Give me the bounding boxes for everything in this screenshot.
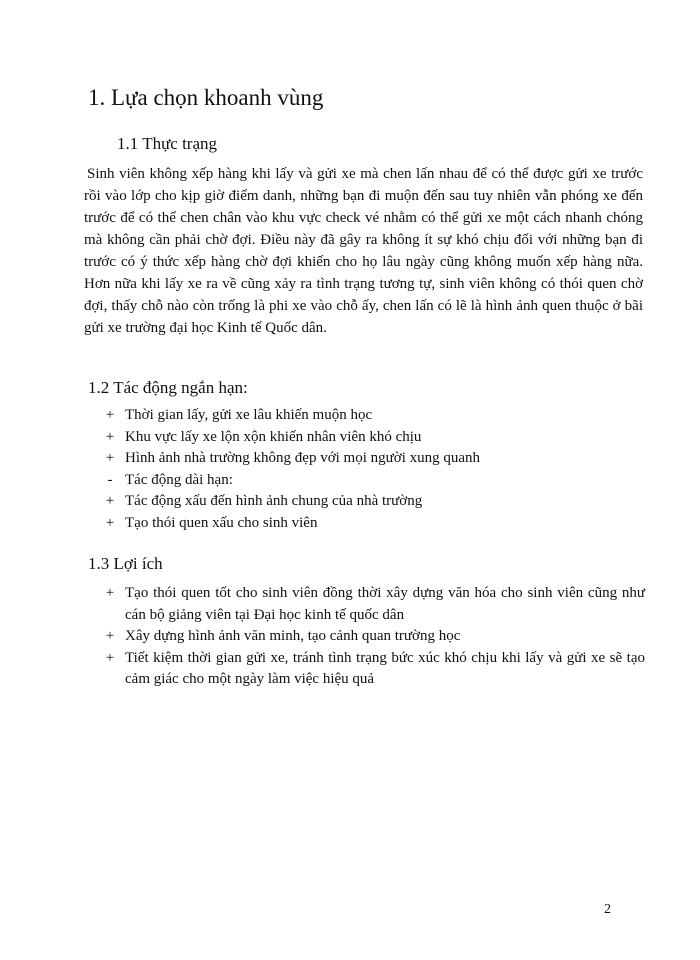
list-item: [100, 491, 645, 513]
section-1-2-title: 1.2 Tác động ngắn hạn:: [88, 378, 248, 397]
section-1-1-paragraph: Sinh viên không xếp hàng khi lấy và gửi xe mà chen lấn nhau để có thể được gửi xe trước rồi vào lớp cho kịp giờ điểm danh, những bạn đi muộn đến sau tuy nhiên vẫn phóng xe đến trước để có thể chen chân vào khu vực check vé nhằm có thể gửi xe một cách nhanh chóng mà không cần phải chờ đợi. Điều này đã gây ra không ít sự khó chịu đối với những bạn đi trước có ý thức xếp hàng chờ đợi khiến cho họ lâu ngày cũng không muốn xếp hàng nữa. Hơn nữa khi lấy xe ra về cũng xảy ra tình trạng tương tự, sinh viên không có thói quen chờ đợi, thấy chỗ nào còn trống là phi xe vào chỗ ấy, chen lấn có lẽ là hình ảnh quen thuộc ở bãi gửi xe trường đại học Kinh tế Quốc dân.: [84, 166, 643, 336]
list-bullet: +: [105, 407, 115, 423]
list-bullet: -: [107, 471, 113, 488]
list-bullet: +: [105, 428, 115, 445]
list-item-text: Tiết kiệm thời gian gửi xe, tránh tình trạng bức xúc khó chịu khi lấy và gửi xe sẽ tạo cảm giác cho một ngày làm việc hiệu quả: [125, 649, 645, 687]
list-bullet: +: [105, 628, 115, 644]
list-item: [100, 583, 645, 626]
list-item: [100, 470, 645, 492]
list-bullet: +: [105, 450, 115, 466]
list-bullet: +: [105, 649, 115, 666]
list-item-text: Tác động xấu đến hình ảnh chung của nhà trường: [125, 493, 423, 509]
page-number: 2: [604, 902, 611, 917]
list-item-text: Tác động dài hạn:: [125, 471, 233, 488]
list-item: [100, 448, 645, 470]
list-bullet: +: [105, 585, 115, 601]
list-item: [100, 405, 645, 427]
list-item-text: Thời gian lấy, gửi xe lâu khiến muộn học: [125, 407, 373, 423]
list-item-text: Xây dựng hình ảnh văn minh, tạo cảnh quan trường học: [125, 628, 461, 644]
list-item-text: Hình ảnh nhà trường không đẹp với mọi người xung quanh: [125, 450, 481, 466]
list-item: [100, 648, 645, 691]
chapter-heading: 1. Lựa chọn khoanh vùng: [88, 85, 324, 110]
list-item: [100, 626, 645, 648]
section-1-1-title: 1.1 Thực trạng: [117, 134, 218, 153]
list-item: [100, 427, 645, 449]
list-bullet: +: [105, 493, 115, 509]
list-item-text: Tạo thói quen tốt cho sinh viên đồng thời xây dựng văn hóa cho sinh viên cũng như cán bộ giảng viên tại Đại học kinh tế quốc dân: [125, 585, 645, 623]
list-item: [100, 513, 645, 535]
list-item-text: Tạo thói quen xấu cho sinh viên: [125, 514, 318, 531]
section-1-3-title: 1.3 Lợi ích: [88, 554, 163, 573]
section-1-2-list: [100, 405, 645, 534]
section-1-3-list: [100, 583, 645, 691]
list-bullet: +: [105, 514, 115, 531]
list-item-text: Khu vực lấy xe lộn xộn khiến nhân viên khó chịu: [125, 428, 422, 445]
